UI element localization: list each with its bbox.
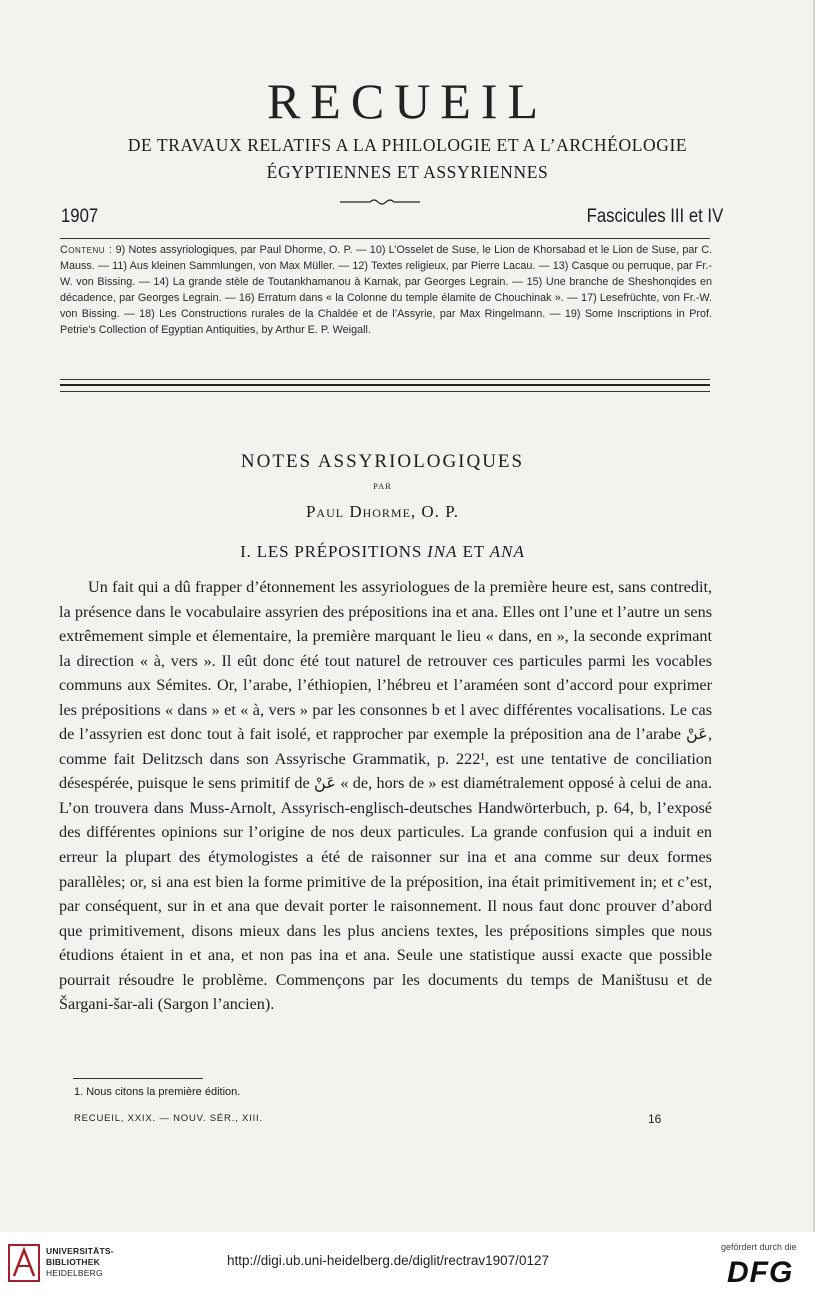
article-title: NOTES ASSYRIOLOGIQUES [240, 451, 525, 472]
footnote: 1. Nous citons la première édition. [74, 1086, 241, 1098]
footnote-rule [73, 1078, 203, 1079]
ornament-divider [340, 196, 420, 208]
library-line3: HEIDELBERG [46, 1268, 103, 1278]
page-number: 16 [648, 1112, 662, 1126]
section-heading [0, 542, 765, 562]
header-rule [60, 238, 710, 239]
dfg-logo[interactable]: DFG [727, 1256, 794, 1289]
library-line1: UNIVERSITÄTS- [46, 1246, 114, 1256]
contents-rule-thick [60, 384, 710, 386]
article-par: PAR [373, 481, 392, 491]
site-footer [0, 1232, 815, 1294]
article-body [59, 575, 712, 1017]
contents-rule-top [60, 379, 710, 380]
table-of-contents [60, 243, 712, 338]
publication-year: 1907 [61, 206, 99, 227]
journal-subtitle-line2: ÉGYPTIENNES ET ASSYRIENNES [266, 162, 549, 182]
university-library-name[interactable] [46, 1246, 114, 1279]
journal-title: RECUEIL [266, 73, 549, 129]
contents-label: Contenu : [60, 244, 113, 256]
library-line2: BIBLIOTHEK [46, 1257, 100, 1267]
paragraph: Un fait qui a dû frapper d’étonnement les assyriologues de la première heure est, sans contredit, la présence dans le vocabulaire assyrien des prépositions ina et ana. Elles ont l’une et l’autre un sens extrêmement simple et élementaire, la première marquant le lieu « dans, en », la seconde exprimant la direction « à, vers ». Il eût donc été tout naturel de retrouver ces particules parmi les vocables communs aux Sémites. Or, l’arabe, l’éthiopien, l’hébreu et l’araméen sont d’accord pour exprimer les prépositions « dans » et « à, vers » par les consonnes b et l avec différentes vocalisations. Le cas de l’assyrien est donc tout à fait isolé, et rapprocher par exemple la préposition ana de l’arabe عَنْ, comme fait Delitzsch dans son Assyrische Grammatik, p. 222¹, est une tentative de conciliation désespérée, puisque le sens primitif de عَنْ « de, hors de » est diamétralement opposé à celui de ana. L’on trouvera dans Muss-Arnolt, Assyrisch-englisch-deutsches Handwörterbuch, p. 64, b, l’exposé des différentes opinions sur l’origine de nos deux particules. La grande confusion qui a induit en erreur la plupart des étymologistes a été de raisonner sur ina et ana comme sur deux formes parallèles; or, si ana est bien la forme primitive de la préposition, ina était primitivement in; et c’est, par conséquent, sur in et ana que devait porter le raisonnement. Il nous faut donc prouver d’abord que primitivement, disons mieux dans les plus anciens textes, les prépositions simples que nous étudions étaient in et ana, et non pas ina et ana. Seule une statistique aussi exacte que possible pourrait résoudre le problème. Commençons par les documents du temps de Maništusu et de Šargani-šar-ali (Sargon l’ancien). [59, 578, 712, 1014]
funded-by-label: gefördert durch die [721, 1242, 797, 1252]
section-heading-prefix: I. LES PRÉPOSITIONS [240, 542, 423, 561]
article-author: Paul Dhorme, O. P. [305, 502, 460, 521]
permalink-url[interactable]: http://digi.ub.uni-heidelberg.de/diglit/rectrav1907/0127 [227, 1253, 549, 1268]
fascicules: Fascicules III et IV [586, 206, 723, 227]
university-library-logo-icon[interactable] [8, 1244, 40, 1282]
running-footer: RECUEIL, XXIX. — NOUV. SÉR., XIII. [74, 1113, 263, 1124]
contents-rule-bottom [60, 391, 710, 392]
contents-text: 9) Notes assyriologiques, par Paul Dhorme, O. P. — 10) L’Osselet de Suse, le Lion de Khorsabad et le Lion de Suse, par C. Mauss. — 11) Aus kleinen Sammlungen, von Max Müller. — 12) Textes religieux, par Pierre Lacau. — 13) Casque ou perruque, par Fr.-W. von Bissing. — 14) La grande stèle de Toutankhamanou à Karnak, par Georges Legrain. — 15) Une branche de Sheshonqides en décadence, par Georges Legrain. — 16) Erratum dans « la Colonne du temple élamite de Chouchinak ». — 17) Lesefrüchte, von Fr.-W. von Bissing. — 18) Les Constructions rurales de la Chaldée et de l’Assyrie, par Max Ringelmann. — 19) Some Inscriptions in Prof. Petrie’s Collection of Egyptian Antiquities, by Arthur E. P. Weigall. [60, 244, 713, 336]
section-heading-ina: INA [427, 542, 458, 561]
journal-subtitle-line1: DE TRAVAUX RELATIFS A LA PHILOLOGIE ET A L’ARCHÉOLOGIE [127, 135, 688, 155]
section-heading-et: ET [462, 542, 485, 561]
section-heading-ana: ANA [489, 542, 525, 561]
